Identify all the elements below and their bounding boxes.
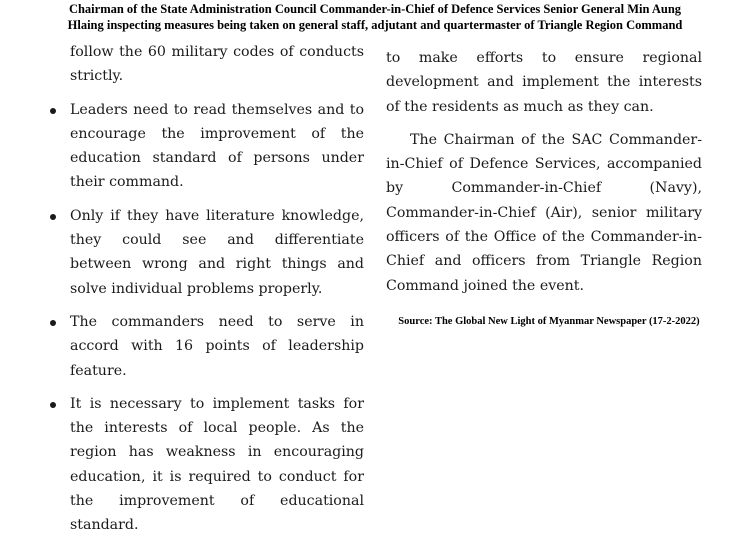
continued-paragraph: follow the 60 military codes of conducts strictly. [70,44,364,85]
bullet-text: It is necessary to implement tasks for the interests of local people. As the region has weakness in encouraging education, it is required to conduct for the improvement of educational standard. [70,395,364,534]
bullet-icon [50,320,56,326]
caption-line-1: Chairman of the State Administration Council Commander-in-Chief of Defence Services Senior General Min Aung [68,2,682,16]
bullet-icon [50,108,56,114]
bullet-item [70,98,364,195]
continued-paragraph: to make efforts to ensure regional development and implement the interests of the residents as much as they can. [386,50,702,115]
photo-caption [0,1,750,33]
bullet-icon [50,402,56,408]
bullet-list [70,98,364,538]
source-credit: Source: The Global New Light of Myanmar Newspaper (17-2-2022) [398,316,700,327]
right-column [386,46,702,298]
left-column [70,40,364,538]
bullet-text: Leaders need to read themselves and to encourage the improvement of the education standard of persons under their command. [70,101,364,191]
bullet-text: Only if they have literature knowledge, they could see and differentiate between wrong and right things and solve individual problems properly. [70,207,364,297]
bullet-item [70,392,364,538]
caption-line-2: Hlaing inspecting measures being taken on general staff, adjutant and quartermaster of Triangle Region Command [67,18,683,32]
body-paragraph: The Chairman of the SAC Commander-in-Chief of Defence Services, accompanied by Commander-in-Chief (Navy), Commander-in-Chief (Air), senior military officers of the Office of the Commander-in-Chief and officers from Triangle Region Command joined the event. [386,131,702,294]
bullet-icon [50,214,56,220]
bullet-item [70,204,364,301]
bullet-text: The commanders need to serve in accord with 16 points of leadership feature. [70,313,364,379]
bullet-item [70,310,364,383]
